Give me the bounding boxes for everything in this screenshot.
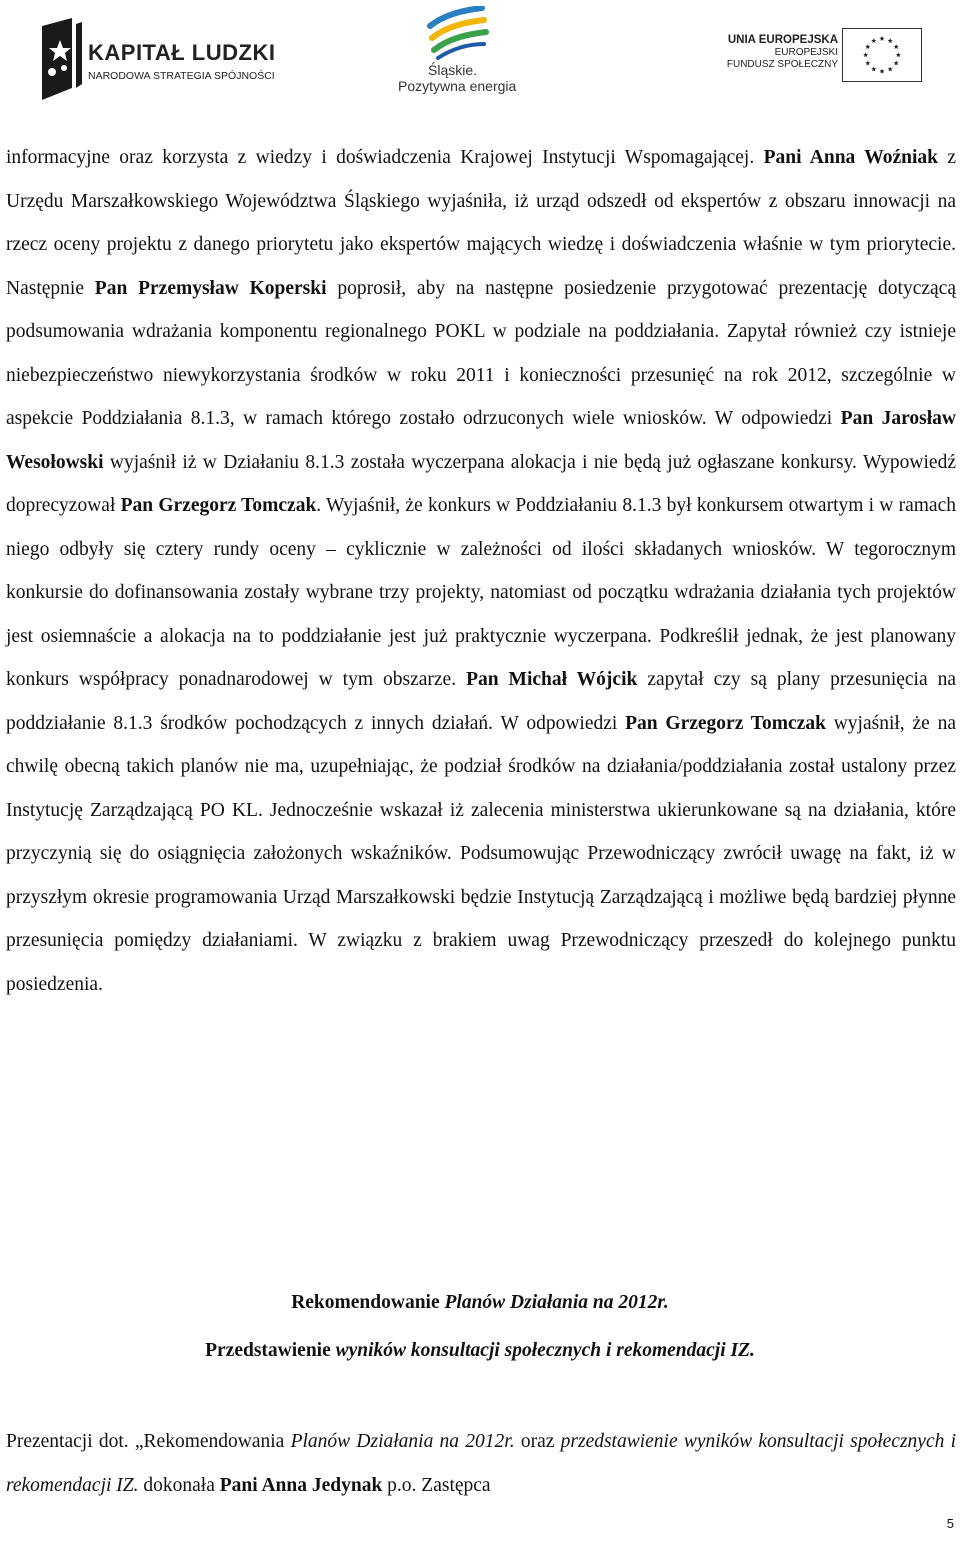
- page-header: [0, 0, 960, 110]
- section-heading-consultations: [0, 1338, 960, 1364]
- bold-name: Pani Anna Woźniak: [763, 147, 938, 168]
- kapital-ludzki-title: KAPITAŁ LUDZKI: [88, 40, 276, 65]
- bold-name: Pan Przemysław Koperski: [94, 277, 327, 299]
- eu-star-icon: [888, 38, 893, 43]
- page-number: 5: [946, 1516, 954, 1531]
- kapital-ludzki-subtitle: NARODOWA STRATEGIA SPÓJNOŚCI: [88, 70, 275, 82]
- section-heading-recommendation: [0, 1290, 960, 1316]
- slaskie-logo: [398, 6, 528, 102]
- eu-star-icon: [865, 44, 870, 49]
- eu-line3: FUNDUSZ SPOŁECZNY: [726, 59, 838, 70]
- kapital-ludzki-emblem-icon: [36, 18, 84, 100]
- eu-star-icon: [879, 69, 884, 74]
- text-run: wyjaśnił, że na chwilę obecną takich planów nie ma, uzupełniając, że podział środków na działania/poddziałania został ustalony przez Instytucję Zarządzającą PO KL. Jednocześnie wskazał iż zalecenia ministerstwa ukierunkowane są na działania, które przyczynią się do osiągnięcia założonych wskaźników. Podsumowując Przewodniczący zwrócił uwagę na fakt, iż w przyszłym okresie programowania Urząd Marszałkowski będzie Instytucją Zarządzającą i możliwe będą bardziej płynne przesunięcia pomiędzy działaniami. W związku z brakiem uwag Przewodniczący przeszedł do kolejnego punktu posiedzenia.: [6, 712, 956, 995]
- text-run: Rekomendowanie: [291, 1292, 445, 1313]
- eu-logo: [726, 28, 922, 90]
- slaskie-slogan: Pozytywna energia: [398, 78, 517, 94]
- eu-star-icon: [863, 52, 868, 57]
- text-run: Przedstawienie: [205, 1340, 336, 1361]
- text-run: p.o. Zastępca: [382, 1474, 491, 1496]
- italic-text: Planów Działania na 2012r.: [444, 1292, 669, 1313]
- eu-star-icon: [879, 36, 884, 41]
- slaskie-wave-icon: [420, 6, 494, 60]
- eu-star-icon: [894, 60, 899, 65]
- bold-name: Pan Jarosław Wesołowski: [6, 408, 956, 473]
- italic-text: przedstawienie wyników konsultacji społecznych i rekomendacji IZ.: [6, 1431, 957, 1496]
- eu-star-icon: [894, 44, 899, 49]
- text-run: wyjaśnił iż w Działaniu 8.1.3 została wyczerpana alokacja i nie będą już ogłaszane konkursy. Wypowiedź doprecyzował: [6, 451, 956, 516]
- eu-star-icon: [871, 66, 876, 71]
- document-body: [6, 136, 956, 1006]
- text-run: . Wyjaśnił, że konkurs w Poddziałaniu 8.1.3 był konkursem otwartym i w ramach niego odbyły się cztery rundy oceny – cyklicznie w zależności od ilości składanych wniosków. W tegorocznym konkursie do dofinansowania zostały wybrane trzy projekty, natomiast od początku wdrażania działania tych projektów jest osiemnaście a alokacja na to poddziałanie jest już praktycznie wyczerpana. Podkreślił jednak, że jest planowany konkurs współpracy ponadnarodowej w tym obszarze.: [6, 495, 956, 690]
- bold-name: Pan Michał Wójcik: [466, 669, 638, 690]
- eu-star-icon: [888, 66, 893, 71]
- text-run: dokonała: [138, 1474, 220, 1496]
- eu-line2: EUROPEJSKI: [774, 47, 838, 58]
- body-paragraph: [6, 136, 956, 1006]
- text-run: poprosił, aby na następne posiedzenie przygotować prezentację dotyczącą podsumowania wdrażania komponentu regionalnego POKL w podziale na poddziałania. Zapytał również czy istnieje niebezpieczeństwo niewykorzystania środków w roku 2011 i konieczności przesunięć na rok 2012, szczególnie w aspekcie Poddziałania 8.1.3, w ramach którego zostało odrzuconych wiele wniosków. W odpowiedzi: [6, 277, 956, 429]
- eu-star-icon: [865, 60, 870, 65]
- eu-flag-icon: [842, 28, 922, 82]
- slaskie-name: Śląskie.: [428, 62, 478, 78]
- eu-star-icon: [896, 52, 901, 57]
- bold-name: Pan Grzegorz Tomczak: [625, 712, 826, 734]
- text-run: oraz: [514, 1431, 561, 1452]
- kapital-ludzki-logo: [36, 18, 276, 100]
- text-run: z Urzędu Marszałkowskiego Województwa Śląskiego wyjaśniła, iż urząd odszedł od ekspertów z obszaru innowacji na rzecz oceny projektu z danego priorytetu jako ekspertów mających wiedzę i doświadczenia właśnie w tym priorytecie. Następnie: [6, 147, 956, 299]
- text-run: informacyjne oraz korzysta z wiedzy i doświadczenia Krajowej Instytucji Wspomagającej.: [6, 147, 764, 168]
- italic-text: Planów Działania na 2012r.: [290, 1431, 515, 1452]
- bold-name: Pan Grzegorz Tomczak: [120, 495, 317, 516]
- bold-name: Pani Anna Jedynak: [219, 1474, 383, 1496]
- text-run: zapytał czy są plany przesunięcia na poddziałanie 8.1.3 środków pochodzących z innych działań. W odpowiedzi: [6, 669, 956, 734]
- italic-text: wyników konsultacji społecznych i rekomendacji IZ.: [335, 1340, 755, 1361]
- text-run: Prezentacji dot. „Rekomendowania: [6, 1431, 291, 1452]
- eu-text: [727, 33, 838, 71]
- eu-star-icon: [871, 38, 876, 43]
- presentation-paragraph: [6, 1420, 956, 1507]
- eu-line1: UNIA EUROPEJSKA: [727, 34, 838, 46]
